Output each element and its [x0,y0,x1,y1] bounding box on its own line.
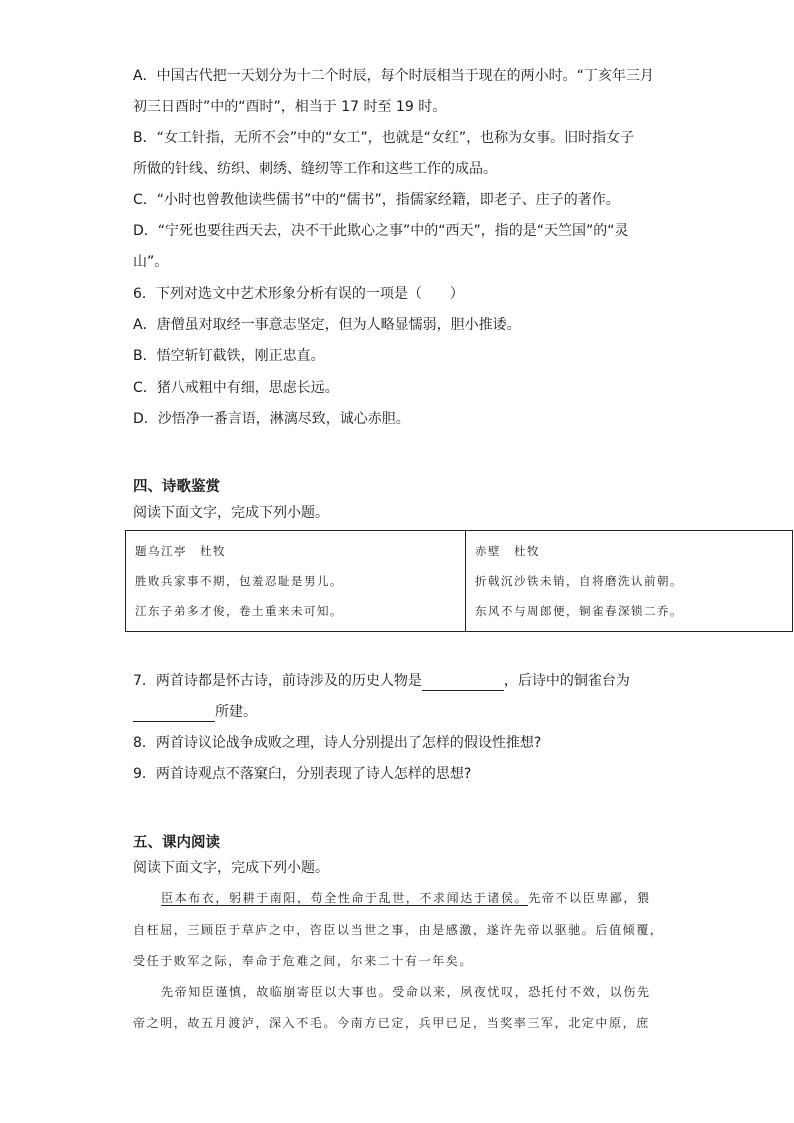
q7-answer-blank-1[interactable] [422,676,504,691]
section5-instruction: 阅读下面文字，完成下列小题。 [133,860,329,876]
passage-p2-line2: 帝之明，故五月渡泸，深入不毛。今南方已定，兵甲已足，当奖率三军，北定中原，庶 [133,1016,650,1030]
q7-answer-blank-2[interactable] [133,707,215,722]
q7-part1: 7．两首诗都是怀古诗，前诗涉及的历史人物是 [133,673,422,689]
q6-option-b: B．悟空斩钉截铁，刚正忠直。 [133,348,325,364]
poem-left-line1: 胜败兵家事不期，包羞忍耻是男儿。 [135,574,343,588]
poem-right-title: 赤壁 杜牧 [475,544,540,558]
passage-p1-line3: 受任于败军之际，奉命于危难之间，尔来二十有一年矣。 [133,954,474,968]
poem-left-line2: 江东子弟多才俊，卷土重来未可知。 [135,604,343,618]
section4-heading: 四、诗歌鉴赏 [133,479,220,495]
poem-table [125,530,793,632]
q9: 9．两首诗观点不落窠臼，分别表现了诗人怎样的思想? [133,766,472,782]
q7-part3: 所建。 [215,704,257,720]
q7-line2 [133,702,257,722]
q6-stem: 6．下列对选文中艺术形象分析有误的一项是（ ） [133,286,464,302]
q6-option-d: D．沙悟净一番言语，淋漓尽致，诚心赤胆。 [133,411,410,427]
poem-right-line1: 折戟沉沙铁未销，自将磨洗认前朝。 [475,574,683,588]
passage-underlined-sentence: 臣本布衣，躬耕于南阳，苟全性命于乱世，不求闻达于诸侯。 [161,891,529,905]
section5-heading: 五、课内阅读 [133,835,220,851]
poem-cell-left [126,531,465,631]
passage-p2-line1: 先帝知臣谨慎，故临崩寄臣以大事也。受命以来，夙夜忧叹，恐托付不效，以伤先 [161,985,651,999]
q5-choice-a-line1: A．中国古代把一天划分为十二个时辰，每个时辰相当于现在的两小时。“丁亥年三月 [133,68,654,84]
passage-p1-line1 [161,888,651,908]
q5-choice-b-line2: 所做的针线、纺织、刺绣、缝纫等工作和这些工作的成品。 [133,161,497,177]
q5-choice-a-line2: 初三日酉时”中的“酉时”，相当于 17 时至 19 时。 [133,99,447,115]
q6-option-c: C．猪八戒粗中有细，思虑长远。 [133,380,339,396]
q5-choice-b-line1: B．“女工针指，无所不会”中的“女工”，也就是“女红”，也称为女事。旧时指女子 [133,130,635,146]
passage-p1-line2: 自枉屈，三顾臣于草庐之中，咨臣以当世之事，由是感激，遂许先帝以驱驰。后值倾覆， [133,923,664,937]
q5-choice-d-line2: 山”。 [133,254,169,270]
poem-left-title: 题乌江亭 杜牧 [135,544,226,558]
poem-right-line2: 东风不与周郎便，铜雀春深锁二乔。 [475,604,683,618]
poem-cell-right [466,531,792,631]
q7-part2: ，后诗中的铜雀台为 [503,673,630,689]
q7-line1 [133,671,630,691]
q5-choice-d-line1: D．“宁死也要往西天去，决不干此欺心之事”中的“西天”，指的是“天竺国”的“灵 [133,223,629,239]
passage-p1-rest: 先帝不以臣卑鄙，猥 [528,891,651,905]
section4-instruction: 阅读下面文字，完成下列小题。 [133,505,329,521]
q6-option-a: A．唐僧虽对取经一事意志坚定，但为人略显懦弱，胆小推诿。 [133,317,521,333]
q8: 8．两首诗议论战争成败之理，诗人分别提出了怎样的假设性推想? [133,735,542,751]
q5-choice-c: C．“小时也曾教他读些儒书”中的“儒书”，指儒家经籍，即老子、庄子的著作。 [133,192,620,208]
